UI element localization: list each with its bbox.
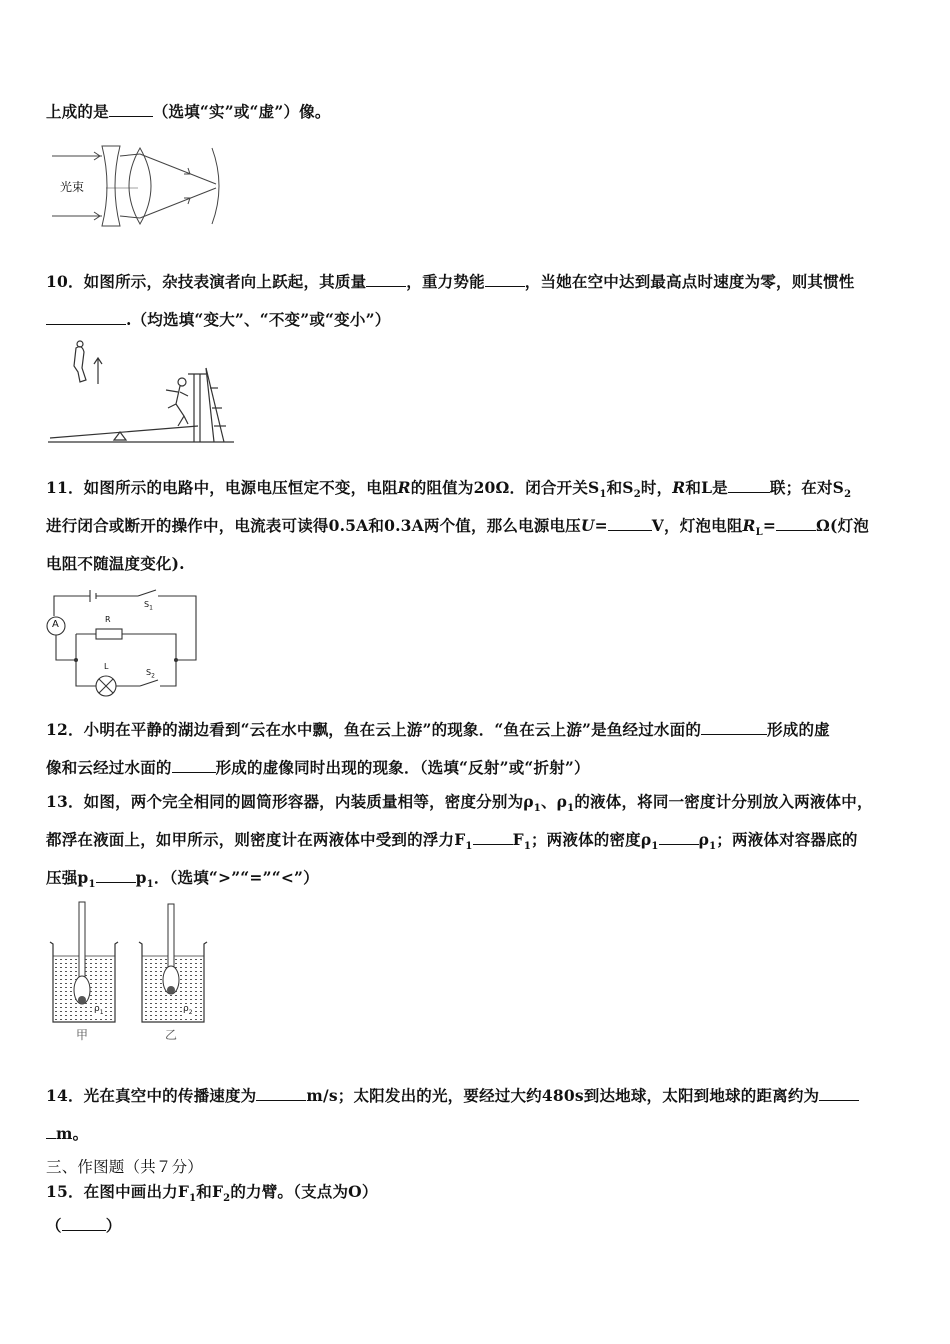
q11-text-c: 和S: [606, 478, 634, 497]
q11-var-u: U: [580, 516, 595, 535]
q12-text-b: 形成的虚: [767, 720, 830, 739]
q14-line1: [46, 1084, 859, 1106]
q13-sub-b: 1: [567, 803, 575, 815]
q13-sub-e: 1: [651, 841, 659, 853]
q11-text-j: =: [762, 516, 777, 535]
q10-text-a: 10．如图所示，杂技表演者向上跃起，其质量: [46, 272, 367, 291]
q12-text-a: 12．小明在平静的湖边看到“云在水中飘，鱼在云上游”的现象．“鱼在云上游”是鱼经过水面的: [46, 720, 702, 739]
q13-sub-d: 1: [523, 841, 531, 853]
q13-sub-f: 1: [709, 841, 717, 853]
q13-text-c: 的液体，将同一密度计分别放入两液体中，: [574, 792, 873, 811]
q13-blank-buoyancy[interactable]: [473, 830, 513, 845]
q15-text-b: 和F: [196, 1182, 224, 1201]
q11-line3: [46, 552, 185, 574]
q13-rho-right: $\rho_2$: [183, 1004, 193, 1016]
q14-text-b: m/s；太阳发出的光，要经过大约480s到达地球，太阳到地球的距离约为: [306, 1086, 820, 1105]
q14-text-c: m。: [56, 1124, 89, 1143]
q11-text-k: Ω(灯泡: [816, 516, 869, 535]
q13-text-d: 都浮在液面上，如甲所示，则密度计在两液体中受到的浮力F: [46, 830, 466, 849]
q12-blank-cloud[interactable]: [172, 758, 216, 773]
q13-text-i: 压强p: [46, 868, 89, 887]
q13-blank-pressure[interactable]: [96, 868, 136, 883]
q12-line2: [46, 756, 590, 778]
q11-var-r: R: [397, 478, 411, 497]
q10-blank-mass[interactable]: [366, 272, 406, 287]
q13-blank-density[interactable]: [659, 830, 699, 845]
q13-text-a: 13．如图，两个完全相同的圆筒形容器，内装质量相等，密度分别为ρ: [46, 792, 534, 811]
q11-text-a: 11．如图所示的电路中，电源电压恒定不变，电阻: [46, 478, 398, 497]
q13-label-yi: 乙: [165, 1028, 178, 1042]
q13-sub-g: 1: [88, 879, 96, 891]
q13-text-b: 、ρ: [540, 792, 568, 811]
q14-line2: [46, 1122, 88, 1144]
q15-sub-2: 2: [223, 1193, 231, 1205]
q11-text-g: 进行闭合或断开的操作中，电流表可读得0.5A和0.3A两个值，那么电源电压: [46, 516, 581, 535]
q11-s1-label: $S_1$: [144, 600, 153, 612]
q9-text-a: 上成的是: [46, 102, 109, 121]
q13-text-f: ；两液体的密度ρ: [530, 830, 652, 849]
q11-line2: [46, 514, 869, 538]
q13-label-jia: 甲: [76, 1028, 89, 1042]
q14-blank-distance-cont[interactable]: [46, 1124, 56, 1139]
q11-blank-voltage[interactable]: [608, 516, 652, 531]
q13-line2: [46, 828, 858, 852]
q11-text-l: 电阻不随温度变化).: [46, 554, 185, 573]
q11-s2-label: $S_2$: [146, 668, 155, 680]
q11-circuit-figure: [44, 586, 204, 698]
q9-text-b: （选填“实”或“虚”）像。: [152, 102, 331, 121]
q11-resistor-label: R: [105, 615, 111, 624]
q13-sub-a: 1: [533, 803, 541, 815]
q9-lens-figure: [50, 140, 230, 232]
q11-text-h: =: [594, 516, 608, 535]
q13-line1: [46, 790, 873, 814]
q15-line2: [46, 1214, 121, 1236]
q11-ammeter-label: A: [52, 619, 59, 630]
q11-sub-2: 2: [633, 489, 641, 501]
q13-rho-left: $\rho_1$: [94, 1004, 104, 1016]
q11-var-r2: R: [672, 478, 686, 497]
q13-sub-h: 1: [146, 879, 154, 891]
q13-beakers-figure: [44, 898, 214, 1048]
q10-line1: [46, 270, 855, 292]
q15-sub-1: 1: [189, 1193, 197, 1205]
q12-blank-fish[interactable]: [701, 720, 767, 735]
q10-blank-potential[interactable]: [485, 272, 525, 287]
q10-text-d: .（均选填“变大”、“不变”或“变小”）: [126, 310, 391, 329]
q10-line2: [46, 308, 390, 330]
q11-text-e: 和L是: [685, 478, 728, 497]
q10-text-b: ，重力势能: [406, 272, 485, 291]
q13-text-k: ．（选填“>”“=”“<”）: [153, 868, 319, 887]
q12-line1: [46, 718, 830, 740]
q9-line: [46, 100, 331, 122]
q13-text-e: F: [512, 830, 524, 849]
q14-blank-speed[interactable]: [256, 1086, 306, 1101]
q11-sub-l: L: [755, 527, 763, 539]
beaker-right: [139, 904, 207, 1022]
q9-answer-blank[interactable]: [109, 102, 153, 117]
q11-blank-resistance[interactable]: [776, 516, 816, 531]
q12-text-c: 像和云经过水面的: [46, 758, 172, 777]
q15-paren-open: （: [46, 1216, 62, 1235]
q14-blank-distance[interactable]: [819, 1086, 859, 1101]
q11-text-d: 时，: [640, 478, 673, 497]
q15-answer-blank[interactable]: [62, 1216, 106, 1231]
q10-text-c: ，当她在空中达到最高点时速度为零，则其惯性: [524, 272, 855, 291]
q15-line1: [46, 1180, 378, 1204]
q9-beam-label: 光束: [60, 180, 85, 194]
q13-text-g: ρ: [698, 830, 710, 849]
q13-line3: [46, 866, 319, 890]
q11-var-rl: R: [742, 516, 756, 535]
section3-title: 三、作图题（共７分）: [46, 1158, 204, 1176]
beaker-left: [50, 902, 118, 1022]
q14-text-a: 14．光在真空中的传播速度为: [46, 1086, 257, 1105]
q15-text-c: 的力臂。（支点为O）: [230, 1182, 378, 1201]
q15-text-a: 15．在图中画出力F: [46, 1182, 190, 1201]
q11-blank-connection[interactable]: [728, 478, 770, 493]
q11-text-i: V，灯泡电阻: [651, 516, 743, 535]
q13-text-h: ；两液体对容器底的: [716, 830, 858, 849]
q11-text-b: 的阻值为20Ω．闭合开关S: [410, 478, 600, 497]
q10-blank-inertia[interactable]: [46, 310, 126, 325]
q11-sub-3: 2: [844, 489, 852, 501]
q13-text-j: p: [135, 868, 147, 887]
q11-line1: [46, 476, 851, 500]
q11-sub-1: 1: [599, 489, 607, 501]
q15-paren-close: ）: [105, 1216, 122, 1235]
q11-text-f: 联；在对S: [769, 478, 845, 497]
q12-text-d: 形成的虚像同时出现的现象．（选填“反射”或“折射”）: [215, 758, 590, 777]
q13-sub-c: 1: [465, 841, 473, 853]
q10-acrobat-figure: [48, 338, 238, 450]
q11-lamp-label: L: [104, 662, 109, 671]
